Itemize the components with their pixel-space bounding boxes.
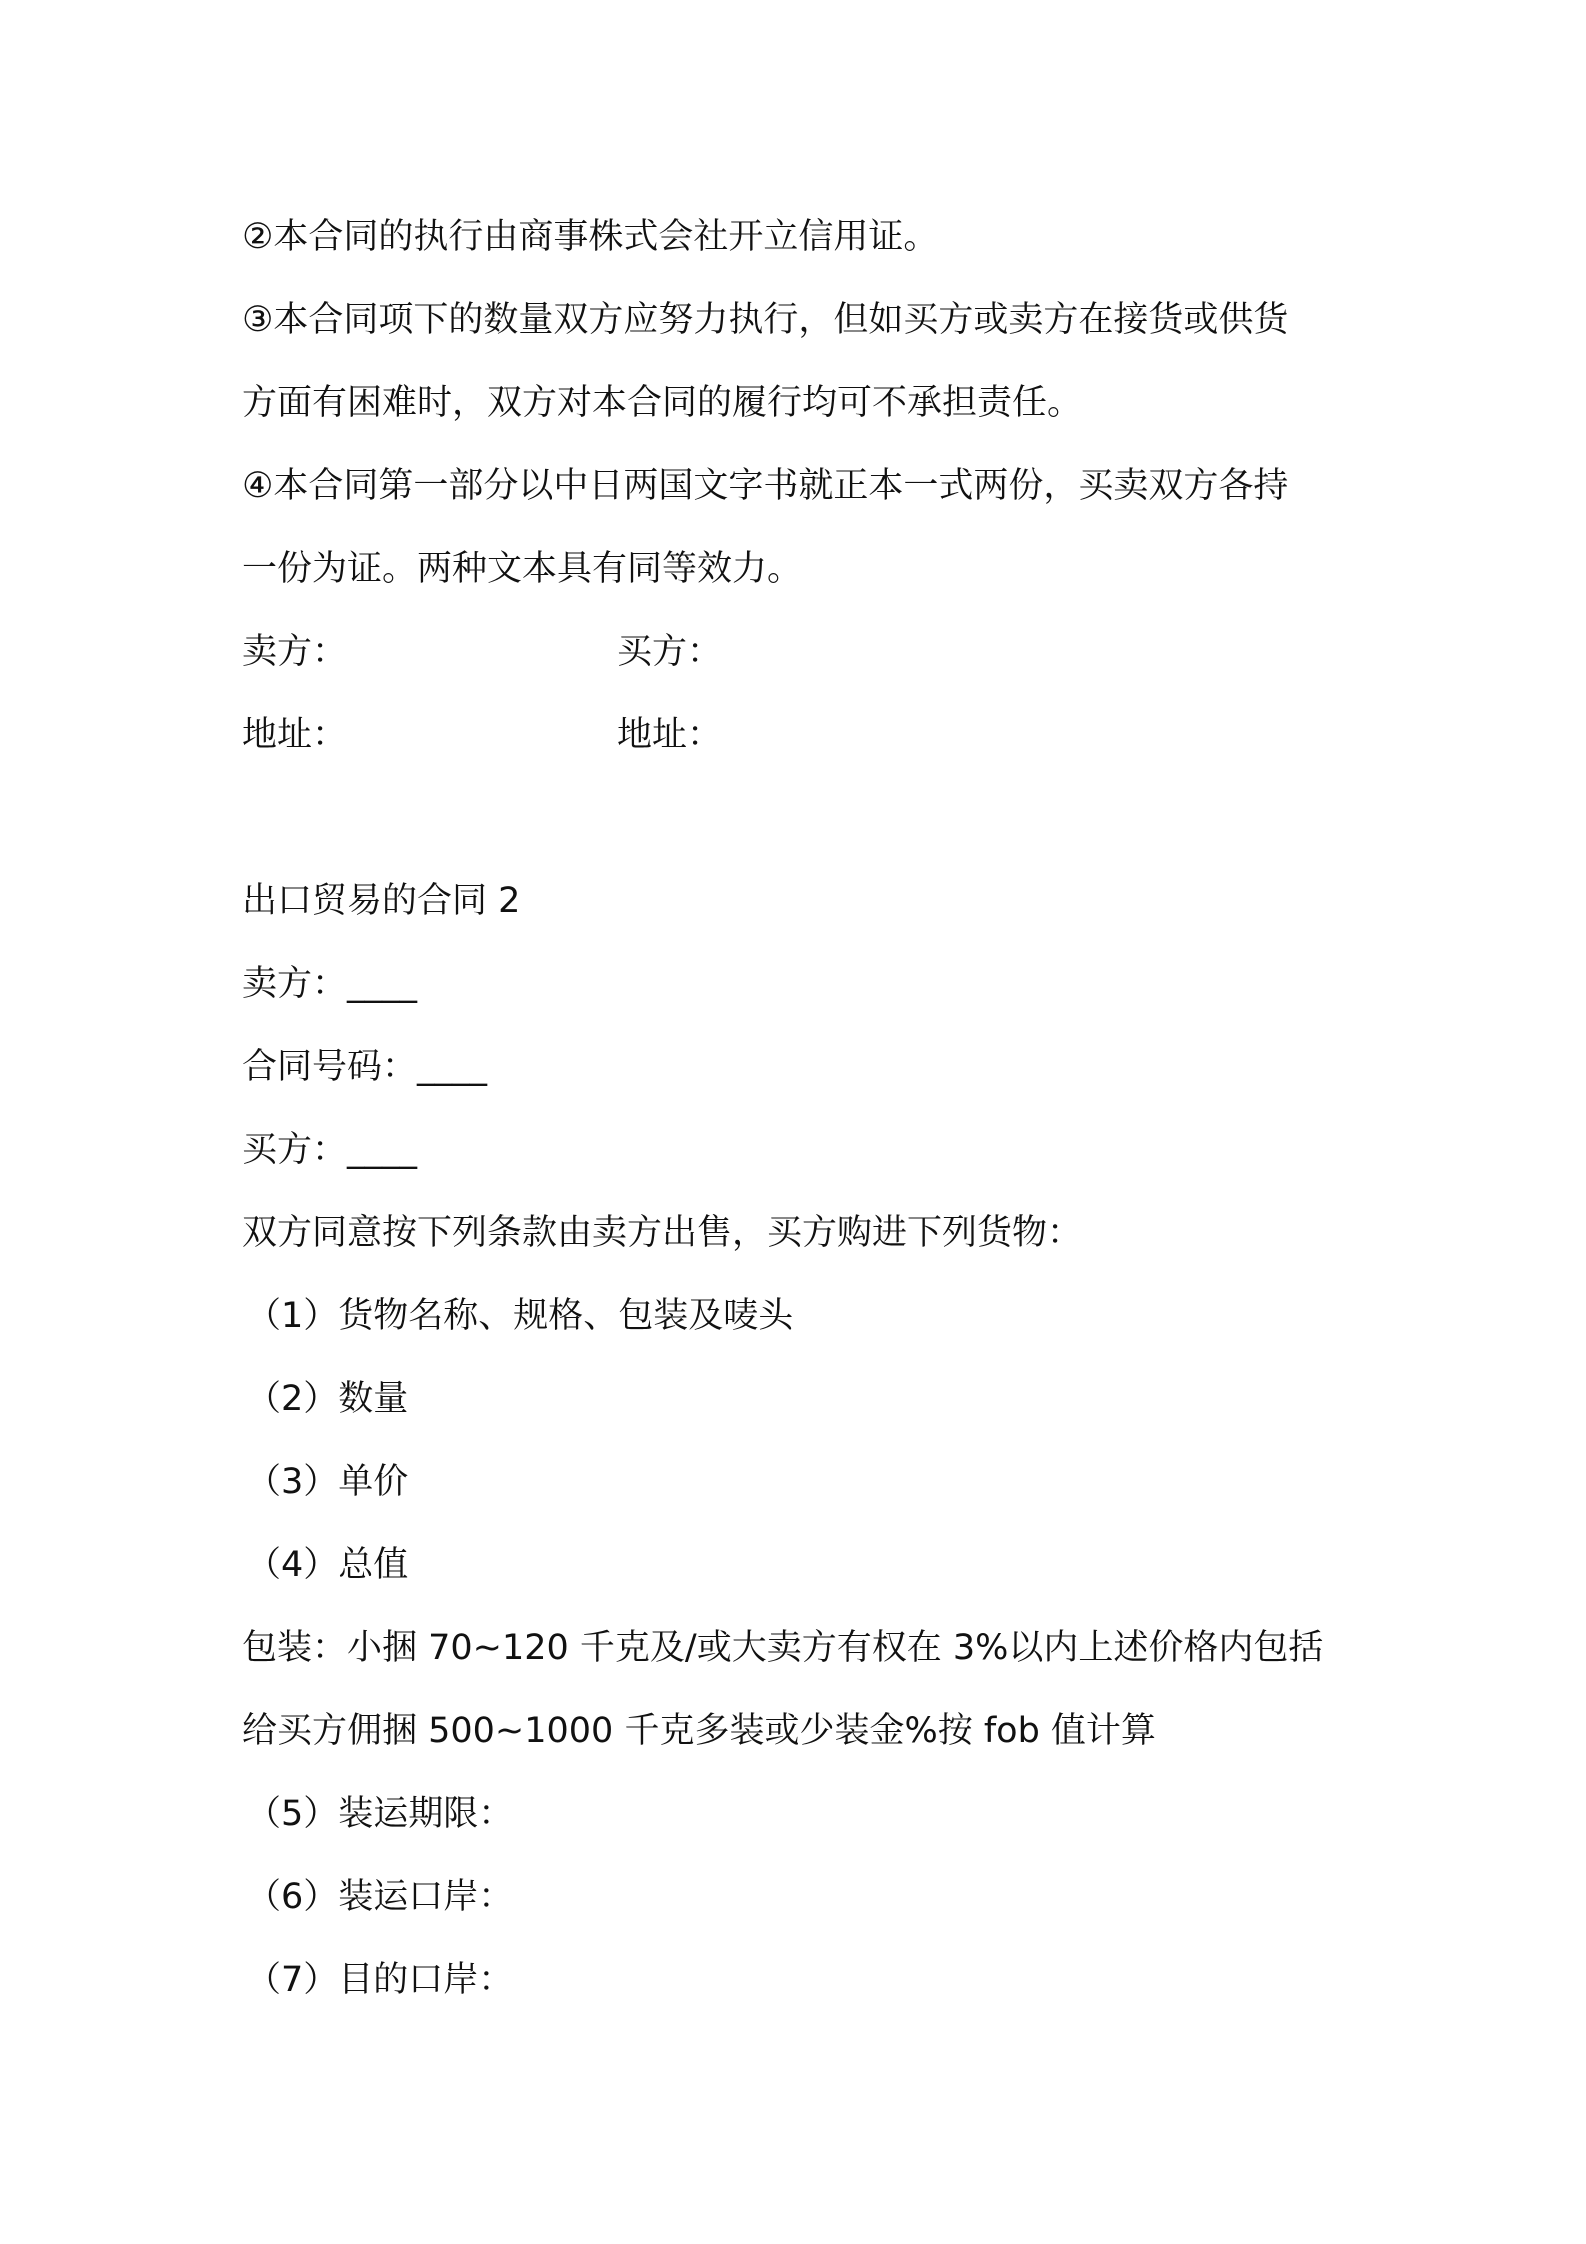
buyer-label: 买方： bbox=[617, 632, 723, 672]
section-spacer bbox=[242, 777, 1352, 860]
list-item: （2）数量 bbox=[246, 1379, 409, 1419]
clause-2: ②本合同的执行由商事株式会社开立信用证。 bbox=[242, 217, 939, 257]
packing-line-1: 包装：小捆 70~120 千克及/或大卖方有权在 3%以内上述价格内包括 bbox=[242, 1628, 1324, 1668]
signature-address-row bbox=[242, 694, 1352, 777]
contract-2-seller: 卖方：____ bbox=[242, 964, 418, 1004]
seller-label: 卖方： bbox=[242, 632, 348, 672]
document-body bbox=[242, 196, 1352, 2022]
list-item: （3）单价 bbox=[246, 1462, 409, 1502]
clause-3-line-1: ③本合同项下的数量双方应努力执行，但如买方或卖方在接货或供货 bbox=[242, 300, 1289, 340]
packing-line-2: 给买方佣捆 500~1000 千克多装或少装金%按 fob 值计算 bbox=[242, 1711, 1156, 1751]
clause-4-line-2: 一份为证。两种文本具有同等效力。 bbox=[242, 549, 803, 589]
seller-address-label: 地址： bbox=[242, 715, 348, 755]
list-item: （1）货物名称、规格、包装及唛头 bbox=[246, 1296, 794, 1336]
clause-4-line-1: ④本合同第一部分以中日两国文字书就正本一式两份，买卖双方各持 bbox=[242, 466, 1289, 506]
signature-party-row bbox=[242, 611, 1352, 694]
list-item: （4）总值 bbox=[246, 1545, 409, 1585]
clause-3-line-2: 方面有困难时，双方对本合同的履行均可不承担责任。 bbox=[242, 383, 1083, 423]
contract-2-intro: 双方同意按下列条款由卖方出售，买方购进下列货物： bbox=[242, 1213, 1083, 1253]
list-item: （6）装运口岸： bbox=[246, 1877, 514, 1917]
buyer-address-label: 地址： bbox=[617, 715, 723, 755]
list-item: （5）装运期限： bbox=[246, 1794, 514, 1834]
contract-2-title: 出口贸易的合同 2 bbox=[242, 881, 521, 921]
contract-2-number: 合同号码：____ bbox=[242, 1047, 488, 1087]
contract-2-buyer: 买方：____ bbox=[242, 1130, 418, 1170]
list-item: （7）目的口岸： bbox=[246, 1960, 514, 2000]
